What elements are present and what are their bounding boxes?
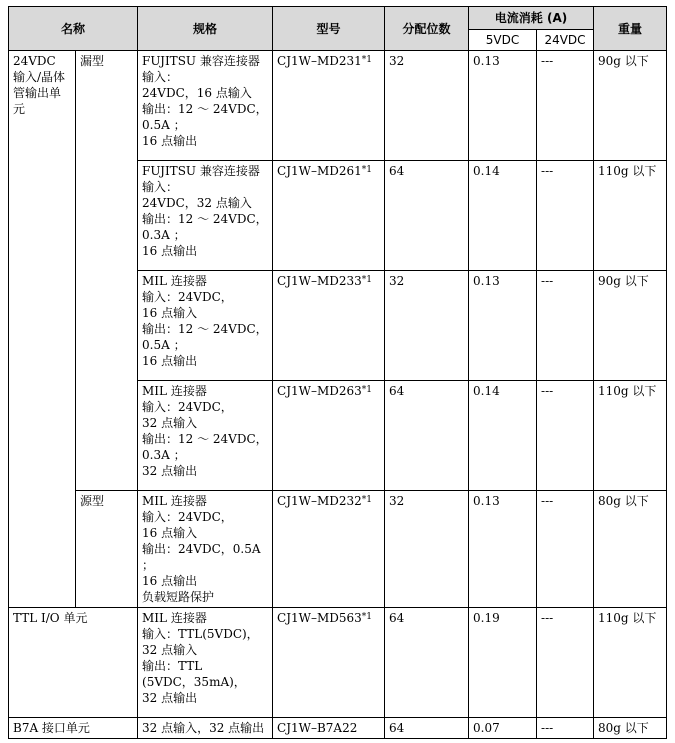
model-text: CJ1W–MD232 (277, 494, 362, 508)
current-24v-cell: --- (537, 271, 594, 381)
current-5v-cell: 0.14 (469, 161, 537, 271)
model-cell (273, 381, 385, 491)
spec-line: 24VDC，16 点输入 (142, 86, 252, 100)
spec-line: 24VDC，32 点输入 (142, 196, 252, 210)
spec-cell (138, 718, 273, 739)
header-weight: 重量 (594, 7, 667, 51)
points-cell: 64 (385, 161, 469, 271)
current-5v-cell: 0.19 (469, 608, 537, 718)
current-5v-cell: 0.07 (469, 718, 537, 739)
spec-line: FUJITSU 兼容连接器 (142, 54, 260, 68)
model-cell (273, 491, 385, 608)
spec-line: 输出：12 ～ 24VDC， (142, 432, 268, 446)
spec-line: 16 点输入 (142, 526, 198, 540)
group-name-ttl: TTL I/O 单元 (9, 608, 138, 718)
spec-line: 32 点输入 (142, 643, 198, 657)
spec-cell (138, 608, 273, 718)
points-cell: 32 (385, 271, 469, 381)
weight-cell: 90g 以下 (594, 51, 667, 161)
header-5vdc: 5VDC (469, 30, 537, 51)
table-row (9, 608, 667, 718)
weight-cell: 110g 以下 (594, 161, 667, 271)
unit-spec-table (8, 6, 667, 739)
points-cell: 64 (385, 718, 469, 739)
spec-line: 输入：TTL(5VDC)， (142, 627, 259, 641)
header-points: 分配位数 (385, 7, 469, 51)
group-name-24vdc-io: 24VDC 输入/晶体管输出单元 (9, 51, 76, 608)
spec-line: 16 点输入 (142, 306, 198, 320)
spec-cell (138, 51, 273, 161)
header-model: 型号 (273, 7, 385, 51)
model-text: CJ1W–B7A22 (277, 721, 358, 735)
points-cell: 32 (385, 491, 469, 608)
group-sub-sourcing: 源型 (76, 491, 138, 608)
model-cell (273, 608, 385, 718)
spec-line: MIL 连接器 (142, 274, 207, 288)
weight-cell: 110g 以下 (594, 381, 667, 491)
spec-line: 输出：12 ～ 24VDC， (142, 102, 268, 116)
current-24v-cell: --- (537, 381, 594, 491)
current-5v-cell: 0.13 (469, 491, 537, 608)
weight-cell: 80g 以下 (594, 491, 667, 608)
header-spec: 规格 (138, 7, 273, 51)
spec-line: 0.3A ； (142, 228, 186, 242)
current-24v-cell: --- (537, 491, 594, 608)
table-body (9, 51, 667, 739)
spec-line: FUJITSU 兼容连接器 (142, 164, 260, 178)
model-note: *1 (361, 612, 373, 622)
weight-cell: 110g 以下 (594, 608, 667, 718)
model-note: *1 (361, 495, 373, 505)
spec-cell (138, 491, 273, 608)
model-note: *1 (361, 275, 373, 285)
spec-line: 32 点输入，32 点输出 (142, 721, 265, 735)
group-sub-sinking: 漏型 (76, 51, 138, 491)
model-text: CJ1W–MD563 (277, 611, 362, 625)
points-cell: 32 (385, 51, 469, 161)
header-current: 电流消耗 (A) (469, 7, 594, 30)
current-5v-cell: 0.14 (469, 381, 537, 491)
spec-cell (138, 271, 273, 381)
model-note: *1 (361, 55, 373, 65)
spec-line: 0.3A ； (142, 448, 186, 462)
weight-cell: 80g 以下 (594, 718, 667, 739)
current-24v-cell: --- (537, 161, 594, 271)
current-5v-cell: 0.13 (469, 271, 537, 381)
spec-line: 输入： (142, 70, 179, 84)
group-name-b7a: B7A 接口单元 (9, 718, 138, 739)
spec-line: MIL 连接器 (142, 384, 207, 398)
spec-line: 16 点输出 (142, 574, 198, 588)
spec-line: 0.5A ； (142, 338, 186, 352)
current-5v-cell: 0.13 (469, 51, 537, 161)
table-row (9, 51, 667, 161)
spec-line: 16 点输出 (142, 134, 198, 148)
model-note: *1 (361, 165, 373, 175)
table-row (9, 718, 667, 739)
spec-line: 输入：24VDC， (142, 400, 233, 414)
spec-line: 32 点输出 (142, 464, 198, 478)
model-text: CJ1W–MD263 (277, 384, 362, 398)
weight-cell: 90g 以下 (594, 271, 667, 381)
spec-cell (138, 161, 273, 271)
current-24v-cell: --- (537, 718, 594, 739)
spec-line: 32 点输入 (142, 416, 198, 430)
header-24vdc: 24VDC (537, 30, 594, 51)
model-text: CJ1W–MD261 (277, 164, 362, 178)
current-24v-cell: --- (537, 51, 594, 161)
spec-line: 负载短路保护 (142, 590, 215, 604)
spec-line: 输出：12 ～ 24VDC， (142, 322, 268, 336)
spec-line: (5VDC，35mA)， (142, 675, 246, 689)
model-cell (273, 161, 385, 271)
points-cell: 64 (385, 381, 469, 491)
points-cell: 64 (385, 608, 469, 718)
spec-line: MIL 连接器 (142, 494, 207, 508)
model-cell (273, 718, 385, 739)
model-cell (273, 271, 385, 381)
model-text: CJ1W–MD231 (277, 54, 362, 68)
spec-line: 输入： (142, 180, 179, 194)
spec-line: 输出：TTL (142, 659, 203, 673)
header-name: 名称 (9, 7, 138, 51)
current-24v-cell: --- (537, 608, 594, 718)
spec-line: MIL 连接器 (142, 611, 207, 625)
spec-line: 16 点输出 (142, 354, 198, 368)
spec-line: 输出：24VDC，0.5A ； (142, 542, 261, 572)
spec-line: 16 点输出 (142, 244, 198, 258)
spec-line: 输入：24VDC， (142, 510, 233, 524)
model-cell (273, 51, 385, 161)
model-text: CJ1W–MD233 (277, 274, 362, 288)
model-note: *1 (361, 385, 373, 395)
spec-cell (138, 381, 273, 491)
spec-line: 输出：12 ～ 24VDC， (142, 212, 268, 226)
table-row (9, 491, 667, 608)
spec-line: 输入：24VDC， (142, 290, 233, 304)
spec-line: 32 点输出 (142, 691, 198, 705)
spec-line: 0.5A ； (142, 118, 186, 132)
